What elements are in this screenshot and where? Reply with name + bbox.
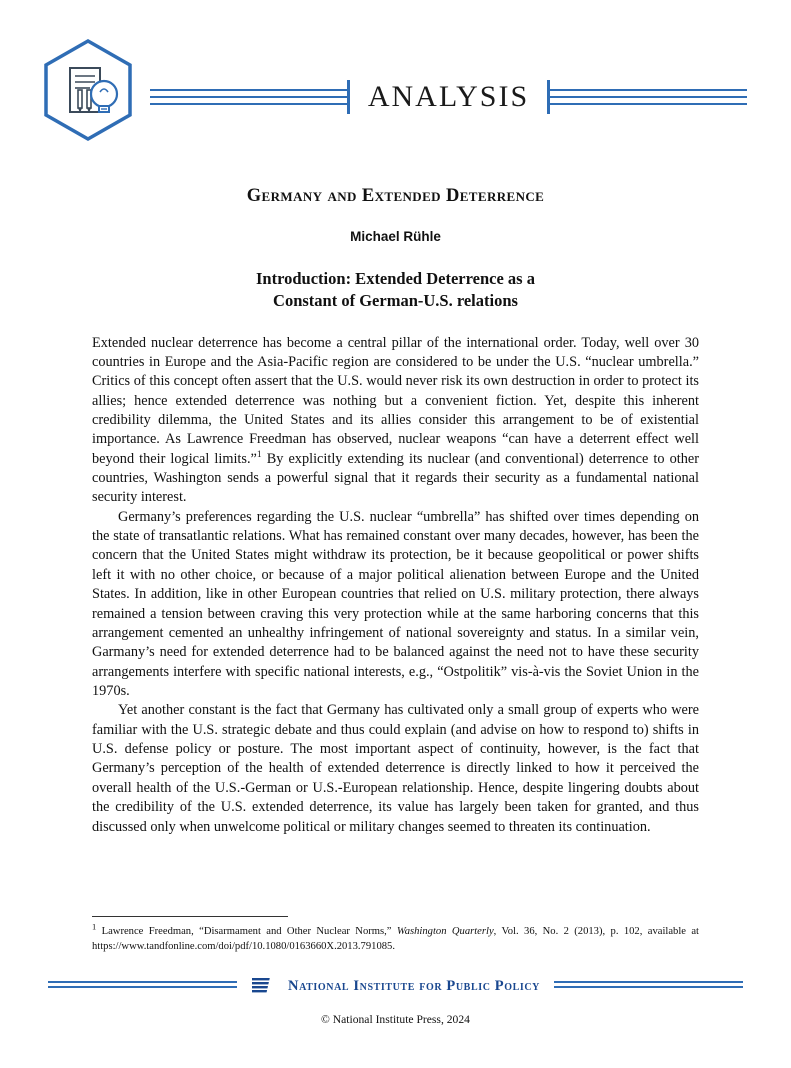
banner-rule-right [550, 85, 747, 109]
paragraph-3: Yet another constant is the fact that Germany has cultivated only a small group of experts who were familiar with the U.S. strategic debate and thus could explain (and advise on how to respond to) shifts in U.S. defense policy or posture. The most important aspect of continuity, however, is the fact that Germany’s perception of the health of extended deterrence is directly linked to how it perceived the overall health of the U.S.-German or U.S.-European relationship. Hence, despite lingering doubts about the credibility of the U.S. extended deterrence, its value has largely been taken for granted, and thus discussed only when unwelcome political or military changes seemed to threaten its continuation. [92, 702, 699, 835]
footnote-ref-1[interactable]: 1 [256, 449, 262, 460]
paragraph-2: Germany’s preferences regarding the U.S. nuclear “umbrella” has shifted over times depending on the state of transatlantic relations. What has remained constant over many decades, however, has been the concern that the United States might withdraw its protection, be it because geopolitical or power shifts left it with no other choice, or because of a major political alienation between Europe and the United States. In addition, like in other European countries that relied on U.S. military protection, there always remained a tension between craving this very protection while at the same harboring concerns that this arrangement cemented an unhealthy infringement of national sovereignty and status. In a similar vein, Garmany’s need for extended deterrence had to be balanced against the need not to have these security arrangements interfere with specific national interests, e.g., “Ostpolitik” vis-à-vis the Soviet Union in the 1970s. [92, 508, 699, 699]
footnote-divider [92, 916, 288, 917]
analysis-banner [150, 62, 747, 132]
banner-rule-left [150, 85, 347, 109]
organization-name: National Institute for Public Policy [288, 977, 541, 994]
section-title [0, 268, 791, 312]
document-page [0, 44, 791, 1068]
paragraph-1-continuation: By explicitly extending its nuclear (and conventional) deterrence to other countries, Washington sends a powerful signal that it regards their security as a fundamental national security interest. [92, 450, 699, 506]
footer-rule-right [554, 980, 743, 992]
page-footer [0, 973, 791, 1026]
footer-band [48, 973, 743, 999]
footnote-text-after: , Vol. 36, No. 2 (2013), p. 102, available at https://www.tandfonline.com/doi/pdf/10.1080/0163660X.2013.791085. [92, 926, 699, 953]
analysis-logo [42, 38, 138, 146]
footnote-text-before: Lawrence Freedman, “Disarmament and Other Nuclear Norms,” [96, 926, 397, 937]
footnote-section [92, 916, 699, 954]
article-body [92, 334, 699, 837]
section-title-line-1: Introduction: Extended Deterrence as a [256, 269, 535, 288]
document-lightbulb-hexagon-icon [42, 38, 134, 142]
footnote-number: 1 [92, 921, 97, 932]
copyright-notice: © National Institute Press, 2024 [321, 1013, 470, 1026]
page-title: Germany and Extended Deterrence [246, 186, 545, 206]
masthead [0, 44, 791, 156]
footer-rule-left [48, 980, 237, 992]
footnote-1 [92, 921, 699, 954]
banner-title: ANALYSIS [367, 80, 530, 113]
footer-brand [237, 976, 554, 996]
author-name: Michael Rühle [350, 229, 441, 244]
striped-flag-icon [251, 976, 279, 996]
footnote-journal-title: Washington Quarterly [396, 926, 494, 937]
paragraph-1 [92, 334, 699, 508]
paragraph-1-text: Extended nuclear deterrence has become a central pillar of the international order. Today, well over 30 countries in Europe and the Asia-Pacific region are considered to be under the U.S. “nuclear umbrella.” Critics of this concept often assert that the U.S. would never risk its own destruction in order to protect its allies; hence extended deterrence was nothing but a convenient fiction. Yet, despite this inherent credibility dilemma, the United States and its allies consider this arrangement to be of existential importance. As Lawrence Freedman has observed, nuclear weapons “can have a deterrent effect well beyond their logical limits.” [92, 334, 699, 467]
section-title-line-2: Constant of German-U.S. relations [273, 290, 518, 310]
